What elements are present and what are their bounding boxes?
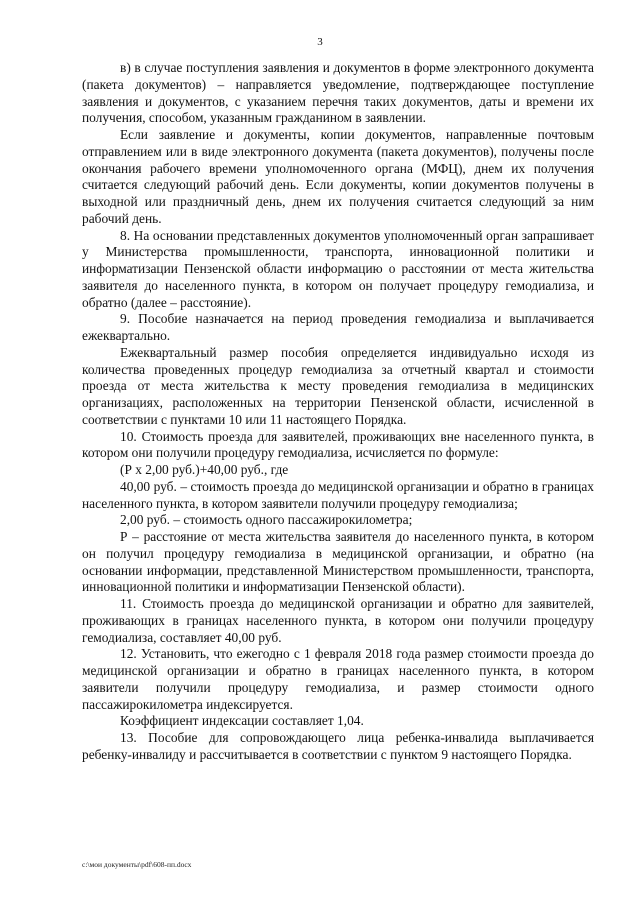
document-body <box>82 60 594 764</box>
paragraph-formula: (Р х 2,00 руб.)+40,00 руб., где <box>120 462 289 477</box>
paragraph-indexation-coefficient: Коэффициент индексации составляет 1,04. <box>120 713 364 729</box>
paragraph-item-8: 8. На основании представленных документов уполномоченный орган запрашивает у Министерства промышленности, транспорта, инновационной политики и информатизации Пензенской области информацию о расстоянии от места жительства заявителя до населенного пункта, в котором он получает процедуру гемодиализа, и обратно (далее – расстояние). <box>82 227 594 310</box>
paragraph-item-13: 13. Пособие для сопровождающего лица ребенка-инвалида выплачивается ребенку-инвалиду и рассчитывается в соответствии с пунктом 9 настоящего Порядка. <box>82 730 594 762</box>
paragraph-receipt-date: Если заявление и документы, копии документов, направленные почтовым отправлением или в виде электронного документа (пакета документов), получены после окончания рабочего времени уполномоченного органа (МФЦ), днем их получения считается следующий рабочий день. Если документы, копии документов получены в выходной или праздничный день, днем их получения считается следующий за ним рабочий день. <box>82 127 594 226</box>
paragraph-formula-p: Р – расстояние от места жительства заявителя до населенного пункта, в котором он получил процедуру гемодиализа в медицинской организации, и обратно (на основании информации, представленной Министерством промышленности, транспорта, инновационной политики и информатизации Пензенской области). <box>82 529 594 595</box>
paragraph-item-9: 9. Пособие назначается на период проведения гемодиализа и выплачивается ежеквартально. <box>82 311 594 343</box>
paragraph-notification-electronic: в) в случае поступления заявления и документов в форме электронного документа (пакета документов) – направляется уведомление, подтверждающее поступление заявления и документов, с указанием перечня таких документов, даты и времени их получения, способом, указанным гражданином в заявлении. <box>82 60 594 126</box>
paragraph-item-12: 12. Установить, что ежегодно с 1 февраля 2018 года размер стоимости проезда до медицинской организации и обратно в границах населенного пункта, в котором заявители получили процедуру гемодиализа, и размер стоимости одного пассажирокилометра индексируется. <box>82 646 594 712</box>
paragraph-item-10: 10. Стоимость проезда для заявителей, проживающих вне населенного пункта, в котором они получили процедуру гемодиализа, исчисляется по формуле: <box>82 428 594 461</box>
paragraph-item-11: 11. Стоимость проезда до медицинской организации и обратно для заявителей, проживающих в границах населенного пункта, в котором они получили процедуру гемодиализа, составляет 40,00 руб. <box>82 596 594 645</box>
page-number: 3 <box>317 36 323 48</box>
paragraph-formula-40: 40,00 руб. – стоимость проезда до медицинской организации и обратно в границах населенного пункта, в котором заявители получили процедуру гемодиализа; <box>82 478 594 511</box>
paragraph-formula-2: 2,00 руб. – стоимость одного пассажирокилометра; <box>120 512 413 528</box>
footer-file-path: c:\мои документы\pdf\608-пп.docx <box>82 860 192 869</box>
paragraph-quarterly-amount: Ежеквартальный размер пособия определяется индивидуально исходя из количества проведенных процедур гемодиализа за отчетный квартал и стоимости проезда от места жительства к месту проведения гемодиализа в медицинских организациях, расположенных на территории Пензенской области, исчисленной в соответствии с пунктами 10 или 11 настоящего Порядка. <box>82 344 594 427</box>
